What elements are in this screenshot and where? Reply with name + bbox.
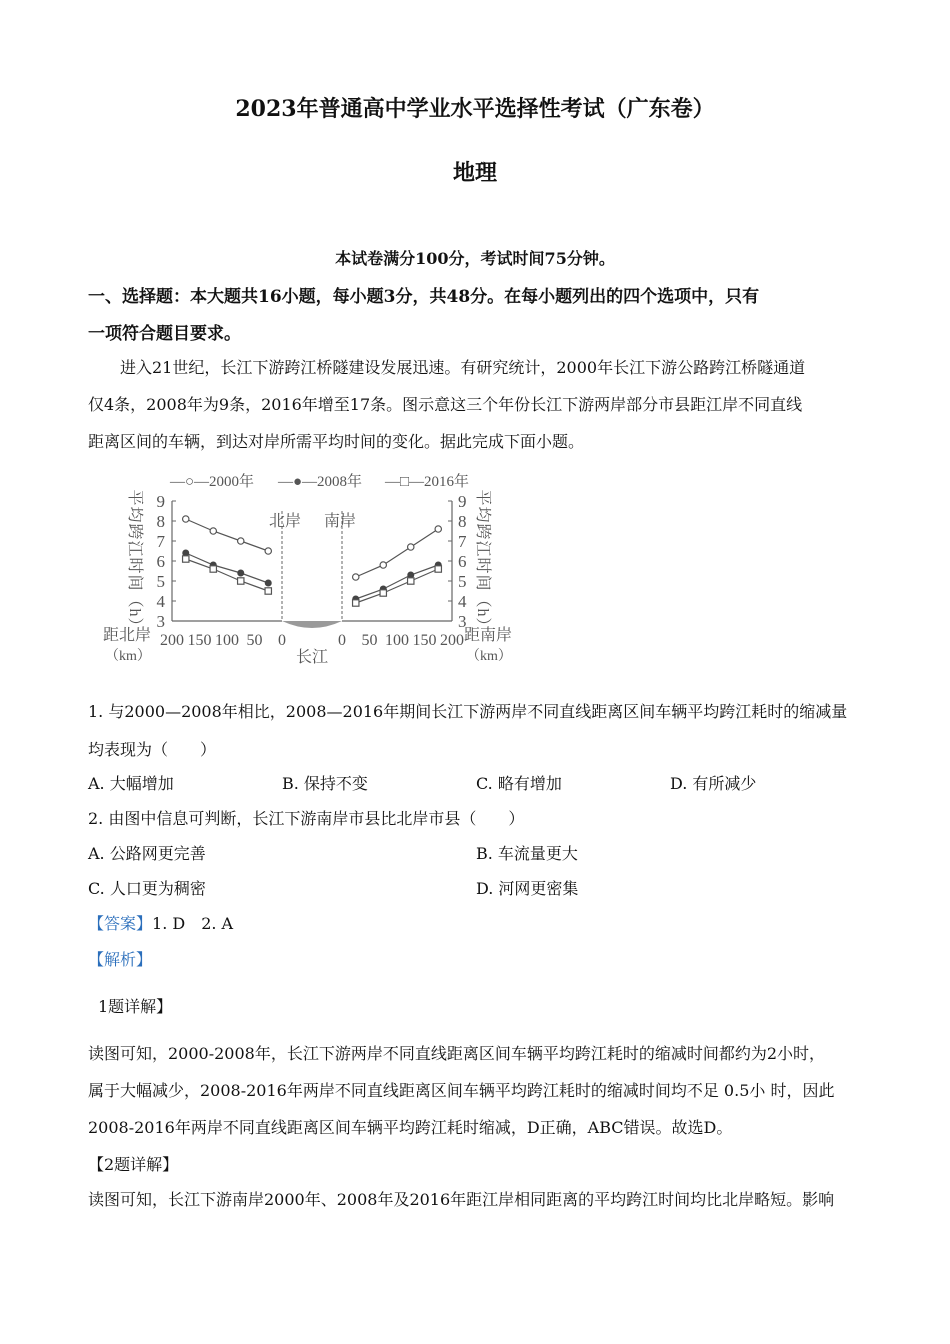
right-y-tick-label: 4 [458,592,467,611]
subject-title: 地理 [452,160,497,186]
series-line-north [186,559,269,591]
data-point [265,580,271,586]
data-point [238,570,244,576]
series-line-south [356,569,439,603]
right-y-tick-label: 7 [458,532,467,551]
data-point [408,572,414,578]
south-x-tick-label: 200 [440,632,464,649]
q1-analysis-line1: 读图可知，2000-2008年，长江下游两岸不同直线距离区间车辆平均跨江耗时的缩减时间都约为2小时， [88,1044,826,1063]
q2-option-b: B. 车流量更大 [476,844,578,863]
north-x-tick-label: 150 [187,632,212,649]
q2-option-d: D. 河网更密集 [476,879,579,898]
data-point [435,526,441,532]
answer-line [88,911,233,934]
legend-entry: —□—2016年 [385,474,470,490]
q1-analysis-heading: 1题详解】 [98,997,173,1016]
north-x-tick-label: 0 [278,632,286,649]
q2-analysis-heading: 【2题详解】 [88,1155,179,1174]
series-line-north [186,519,269,551]
data-point [408,544,414,550]
q2-option-c: C. 人口更为稠密 [88,879,206,898]
legend-entry: —●—2008年 [278,474,363,490]
left-y-axis-label: 平均跨江时间（h） [126,489,143,635]
river-shape [282,621,342,628]
exam-info: 本试卷满分100分，考试时间75分钟。 [335,249,615,268]
south-bank-label: 南岸 [323,513,357,530]
left-y-tick-label: 7 [156,532,165,551]
q1-analysis-line2: 属于大幅减少，2008-2016年两岸不同直线距离区间车辆平均跨江耗时的缩减时间均不足 0.5小 时，因此 [88,1081,835,1100]
south-x-tick-label: 0 [338,632,346,649]
left-y-tick-label: 4 [156,592,165,611]
passage-line3: 距离区间的车辆，到达对岸所需平均时间的变化。据此完成下面小题。 [88,432,585,451]
q1-analysis-line3: 2008-2016年两岸不同直线距离区间车辆平均跨江耗时缩减，D正确，ABC错误。故选D。 [88,1118,733,1137]
data-point [380,562,386,568]
question-1-line1: 1. 与2000—2008年相比，2008—2016年期间长江下游两岸不同直线距离区间车辆平均跨江耗时的缩减量 [88,702,848,721]
north-x-tick-label: 200 [160,632,184,649]
data-point [183,556,189,562]
section-heading-line1: 一、选择题：本大题共16小题，每小题3分，共48分。在每小题列出的四个选项中，只有 [88,287,760,307]
q2-option-a: A. 公路网更完善 [88,844,206,863]
series-line-south [356,565,439,599]
data-point [183,516,189,522]
right-y-tick-label: 6 [458,552,467,571]
left-y-tick-label: 8 [156,512,165,531]
data-point [238,578,244,584]
left-y-tick-label: 3 [156,612,165,631]
section-heading-line2: 一项符合题目要求。 [88,324,241,344]
passage-line2: 仅4条，2008年为9条，2016年增至17条。图示意这三个年份长江下游两岸部分市县距江岸不同直线 [88,395,803,414]
left-y-tick-label: 9 [156,492,165,511]
q1-option-a: A. 大幅增加 [88,774,174,793]
data-point [265,548,271,554]
data-point [353,574,359,580]
south-x-tick-label: 150 [412,632,437,649]
q1-option-b: B. 保持不变 [282,774,368,793]
q2-analysis-line1: 读图可知，长江下游南岸2000年、2008年及2016年距江岸相同距离的平均跨江时间均比北岸略短。影响 [88,1190,835,1209]
passage-line1: 进入21世纪，长江下游跨江桥隧建设发展迅速。有研究统计，2000年长江下游公路跨江桥隧通道 [120,358,806,377]
series-line-north [186,553,269,583]
data-point [435,566,441,572]
question-1-line2: 均表现为（ ） [88,740,217,759]
data-point [380,590,386,596]
right-y-tick-label: 3 [458,612,467,631]
north-distance-label: 距北岸 [103,627,152,644]
data-point [353,600,359,606]
left-y-tick-label: 6 [156,552,165,571]
north-x-tick-label: 50 [246,632,263,649]
data-point [210,528,216,534]
answer-tag: 【答案】 [88,914,153,933]
right-y-axis-label: 平均跨江时间（h） [474,489,491,635]
right-y-tick-label: 5 [458,572,467,591]
chart-marks [103,472,512,666]
south-distance-unit: （km） [466,649,512,664]
data-point [238,538,244,544]
q1-option-d: D. 有所减少 [670,774,757,793]
analysis-tag: 【解析】 [88,950,153,969]
question-2-line1: 2. 由图中信息可判断，长江下游南岸市县比北岸市县（ ） [88,809,525,828]
north-x-tick-label: 100 [215,632,239,649]
data-point [210,566,216,572]
south-x-tick-label: 100 [385,632,409,649]
answer-text: 1. D 2. A [152,914,234,933]
river-label: 长江 [295,649,329,666]
north-distance-unit: （km） [105,649,151,664]
right-y-tick-label: 8 [458,512,467,531]
south-distance-label: 距南岸 [464,627,513,644]
data-point [265,588,271,594]
q1-option-c: C. 略有增加 [476,774,562,793]
legend-entry: —○—2000年 [170,474,255,490]
left-y-tick-label: 5 [156,572,165,591]
exam-title: 2023年普通高中学业水平选择性考试（广东卷） [235,96,715,122]
south-x-tick-label: 50 [361,632,378,649]
north-bank-label: 北岸 [268,513,302,530]
crossing-time-chart [100,466,530,678]
data-point [408,578,414,584]
right-y-tick-label: 9 [458,492,467,511]
data-point [183,550,189,556]
